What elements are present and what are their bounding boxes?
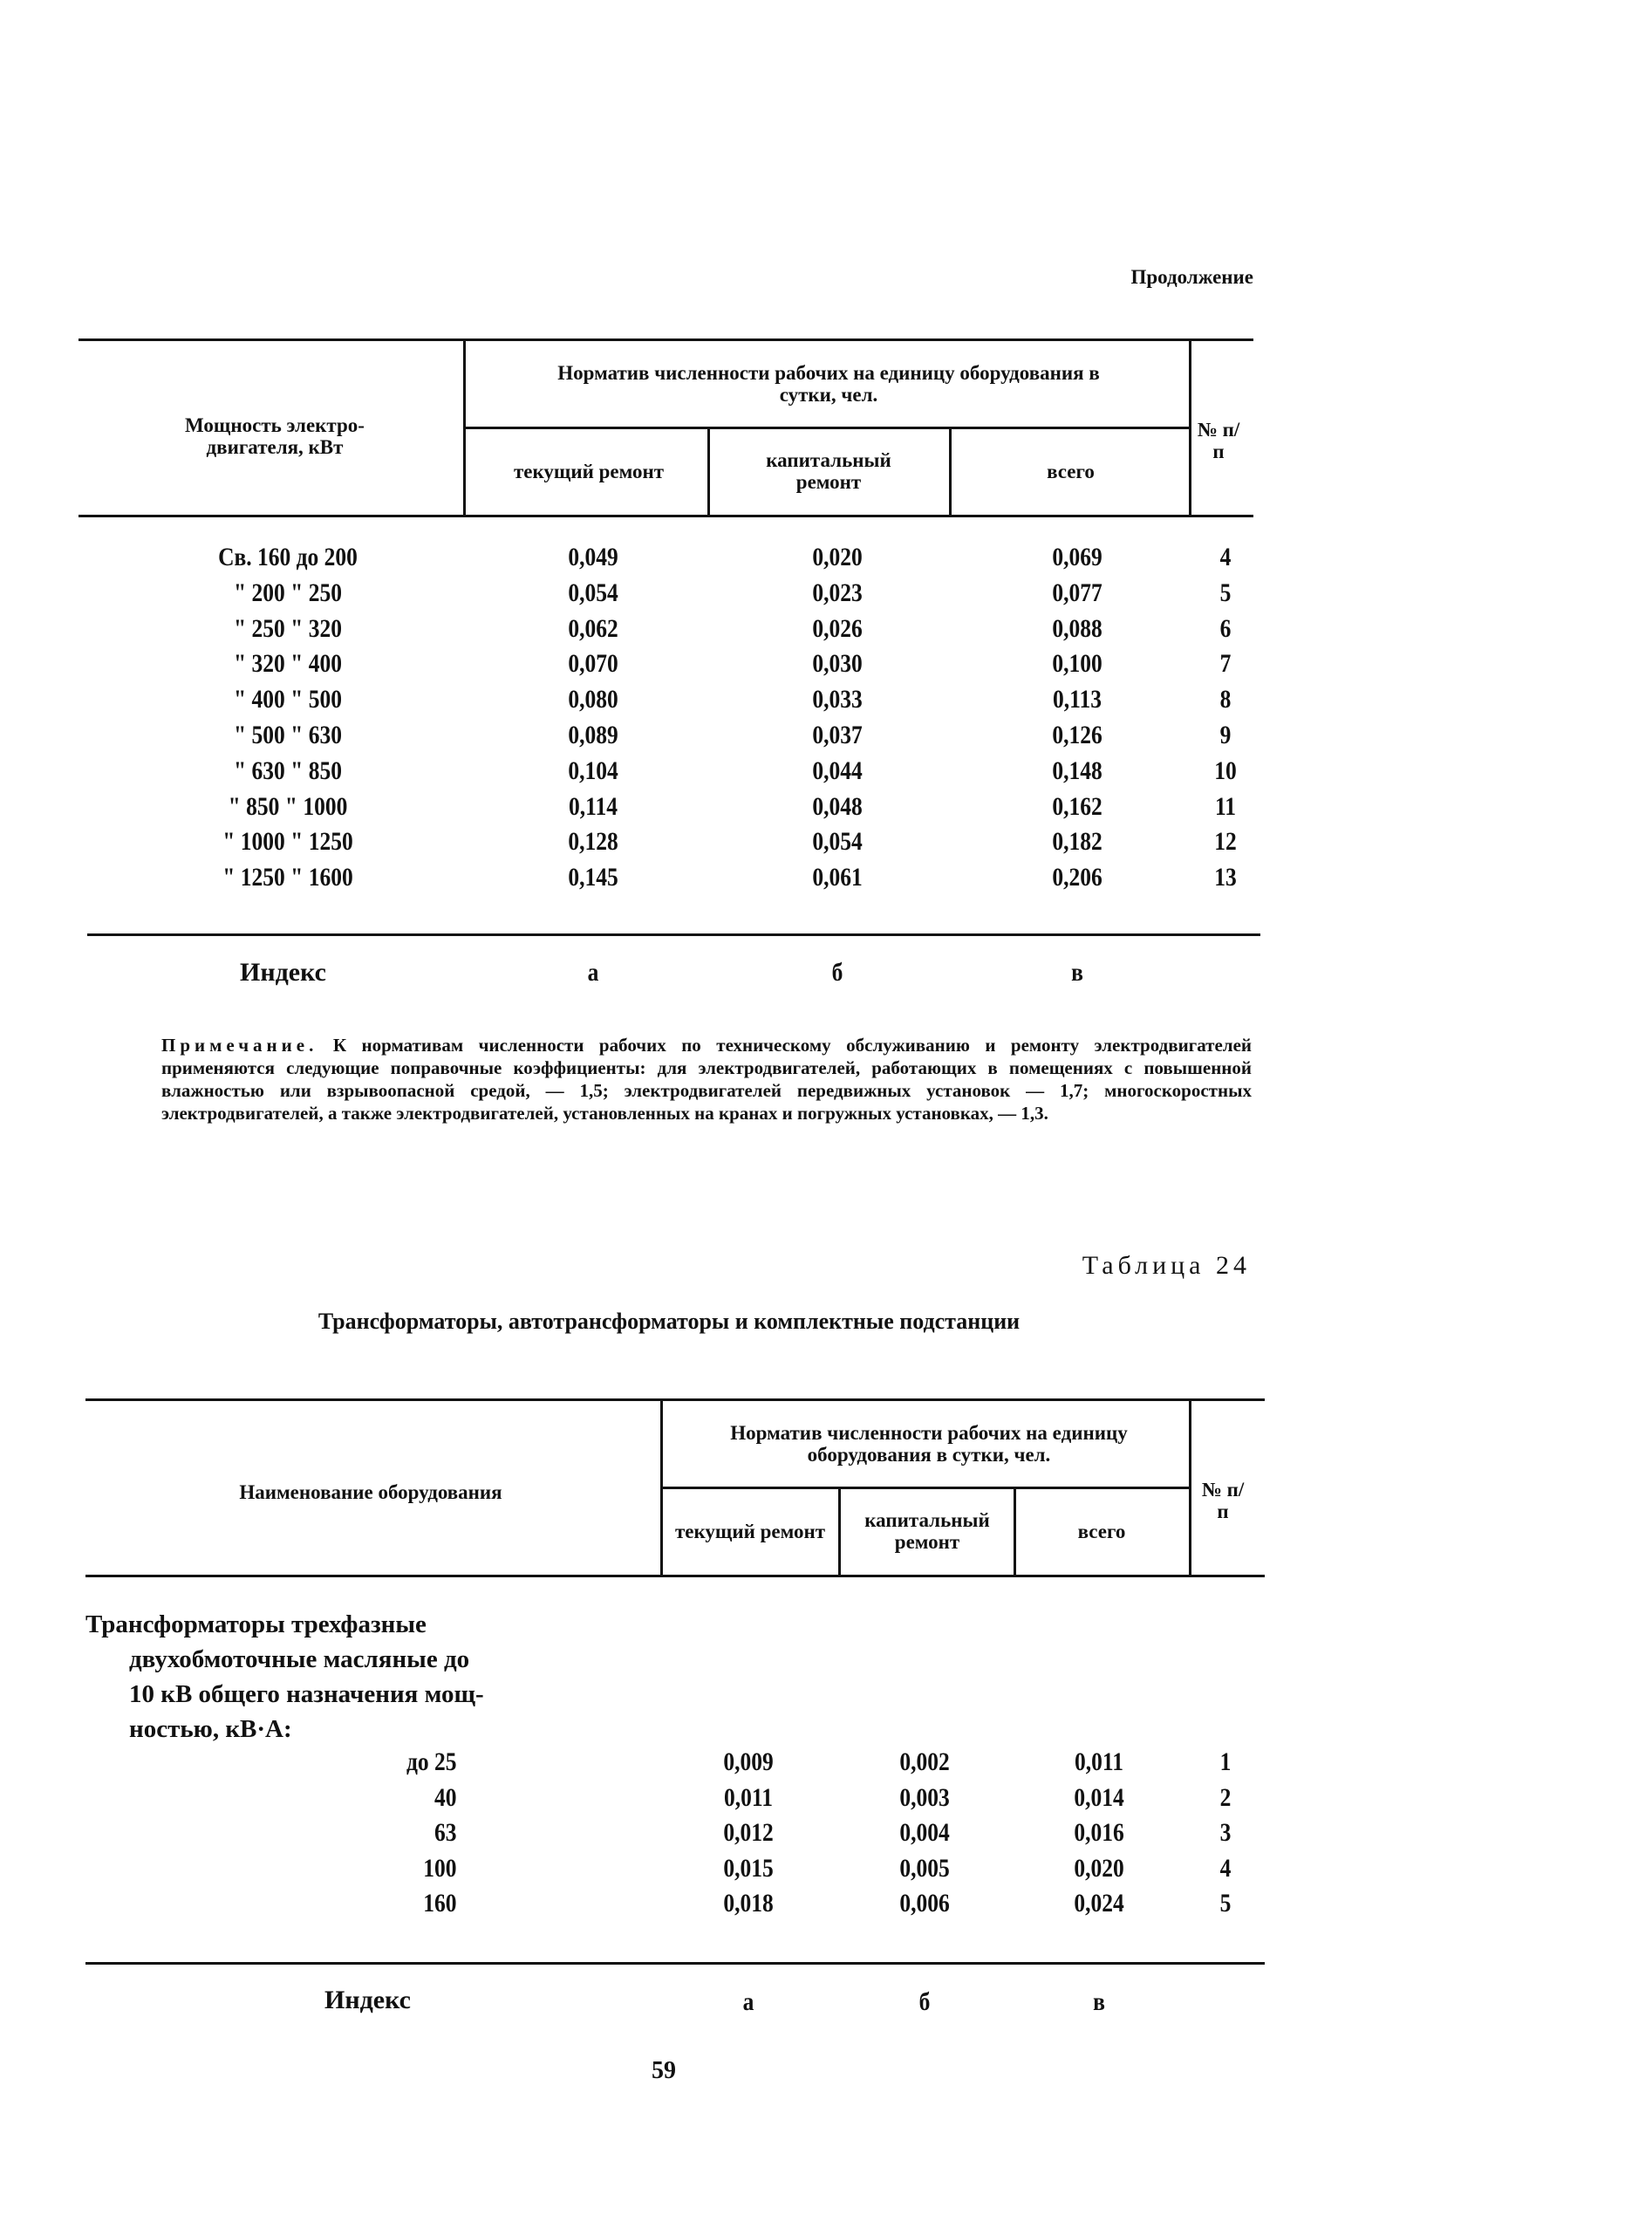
value-total: 0,020: [1074, 1853, 1124, 1883]
value-current: 0,015: [723, 1853, 774, 1883]
group-line: двухобмоточные масляные до: [129, 1645, 470, 1673]
value-current: 0,012: [723, 1818, 774, 1847]
value-total: 0,148: [1052, 755, 1102, 785]
table-note: [161, 1034, 1252, 1125]
value-capital: 0,044: [812, 755, 863, 785]
value-capital: 0,002: [899, 1747, 950, 1776]
row-number: 5: [1219, 578, 1232, 607]
value-capital: 0,030: [812, 649, 863, 679]
value-current: 0,089: [568, 721, 618, 749]
row-number: 4: [1219, 543, 1232, 571]
row-label: " 250 " 320: [234, 613, 342, 643]
note-label: Примечание.: [161, 1035, 318, 1056]
value-capital: 0,061: [812, 863, 863, 892]
header-current: текущий ремонт: [513, 460, 665, 482]
row-number: 6: [1219, 613, 1232, 643]
header-norm: Норматив численности рабочих на единицу оборудования в сутки, чел.: [730, 1422, 1128, 1466]
header-norm: Норматив численности рабочих на единицу оборудования в сутки, чел.: [557, 362, 1100, 406]
value-capital: 0,033: [812, 685, 863, 714]
header-name: Наименование оборудования: [239, 1480, 502, 1503]
value-current: 0,049: [568, 543, 618, 571]
value-capital: 0,004: [899, 1818, 950, 1847]
value-current: 0,054: [568, 578, 618, 607]
value-current: 0,080: [568, 685, 618, 714]
value-total: 0,162: [1052, 791, 1102, 821]
value-total: 0,069: [1052, 543, 1102, 571]
value-current: 0,128: [568, 827, 618, 857]
page-number: 59: [652, 2057, 676, 2084]
header-total: всего: [1047, 460, 1095, 482]
row-label: " 400 " 500: [234, 685, 342, 714]
header-power: Мощность электро-двигателя, кВт: [185, 414, 365, 458]
table-number: Таблица 24: [1082, 1251, 1251, 1280]
index-a: а: [587, 958, 599, 987]
row-number: 5: [1219, 1889, 1232, 1918]
value-capital: 0,006: [899, 1889, 950, 1918]
row-number: 11: [1214, 791, 1237, 821]
value-total: 0,024: [1074, 1889, 1124, 1918]
group-line: ностью, кВ·А:: [129, 1715, 292, 1743]
note-text: К нормативам численности рабочих по техническому обслуживанию и ремонту электродвигателей применяются следующие поправочные коэффициенты: для электродвигателей, работающих в помещениях с повышенной влажностью или взрывоопасной средой, — 1,5; электродвигателей передвижных установок — 1,7; многоскоростных электродвигателей, а также электродвигателей, установленных на кранах и погружных установках, — 1,3.: [161, 1035, 1252, 1124]
value-current: 0,011: [724, 1782, 773, 1812]
row-number: 9: [1219, 721, 1232, 749]
value-current: 0,070: [568, 649, 618, 679]
group-line: 10 кВ общего назначения мощ-: [129, 1680, 484, 1708]
row-number: 13: [1214, 863, 1237, 892]
index-label: Индекс: [324, 1986, 411, 2014]
row-label: 40: [434, 1782, 457, 1812]
value-current: 0,104: [568, 755, 618, 785]
row-number: 4: [1219, 1853, 1232, 1883]
value-current: 0,145: [568, 863, 618, 892]
value-current: 0,062: [568, 613, 618, 643]
row-label: " 500 " 630: [234, 721, 342, 749]
value-capital: 0,023: [812, 578, 863, 607]
row-number: 12: [1214, 827, 1237, 857]
index-label: Индекс: [240, 958, 326, 987]
value-capital: 0,005: [899, 1853, 950, 1883]
index-c: в: [1093, 1987, 1105, 2016]
row-number: 8: [1219, 685, 1232, 714]
value-total: 0,014: [1074, 1782, 1124, 1812]
row-number: 7: [1219, 649, 1232, 679]
header-num: № п/п: [1201, 1479, 1245, 1522]
value-total: 0,206: [1052, 863, 1102, 892]
value-total: 0,088: [1052, 613, 1102, 643]
value-capital: 0,048: [812, 791, 863, 821]
row-label: " 1250 " 1600: [222, 863, 353, 892]
row-number: 1: [1219, 1747, 1232, 1776]
value-capital: 0,054: [812, 827, 863, 857]
header-num: № п/п: [1197, 419, 1240, 462]
value-current: 0,009: [723, 1747, 774, 1776]
row-label: 160: [423, 1889, 457, 1918]
row-number: 2: [1219, 1782, 1232, 1812]
row-label: " 320 " 400: [234, 649, 342, 679]
value-capital: 0,037: [812, 721, 863, 749]
row-label: " 200 " 250: [234, 578, 342, 607]
row-label: " 1000 " 1250: [222, 827, 353, 857]
group-line: Трансформаторы трехфазные: [85, 1610, 427, 1638]
value-total: 0,182: [1052, 827, 1102, 857]
row-label: до 25: [406, 1747, 457, 1776]
value-capital: 0,026: [812, 613, 863, 643]
value-current: 0,018: [723, 1889, 774, 1918]
value-total: 0,011: [1075, 1747, 1123, 1776]
row-label: " 630 " 850: [234, 755, 342, 785]
value-total: 0,077: [1052, 578, 1102, 607]
row-label: 100: [423, 1853, 457, 1883]
row-label: " 850 " 1000: [228, 791, 348, 821]
value-capital: 0,020: [812, 543, 863, 571]
value-total: 0,126: [1052, 721, 1102, 749]
row-label: 63: [434, 1818, 457, 1847]
value-total: 0,113: [1053, 685, 1102, 714]
index-b: б: [918, 1987, 931, 2016]
header-capital: капитальный ремонт: [864, 1509, 990, 1553]
index-b: б: [831, 958, 843, 987]
value-current: 0,114: [569, 791, 618, 821]
row-number: 3: [1219, 1818, 1232, 1847]
value-total: 0,016: [1074, 1818, 1124, 1847]
continuation-label: Продолжение: [1130, 266, 1253, 288]
index-c: в: [1071, 958, 1083, 987]
index-a: а: [742, 1987, 754, 2016]
header-total: всего: [1077, 1520, 1126, 1542]
header-current: текущий ремонт: [674, 1520, 826, 1542]
table-title: Трансформаторы, автотрансформаторы и комплектные подстанции: [317, 1309, 1021, 1334]
group-label: [85, 1607, 484, 1747]
value-capital: 0,003: [899, 1782, 950, 1812]
value-total: 0,100: [1052, 649, 1102, 679]
row-label: Св. 160 до 200: [218, 543, 358, 571]
header-capital: капитальный ремонт: [766, 449, 891, 493]
row-number: 10: [1214, 755, 1237, 785]
